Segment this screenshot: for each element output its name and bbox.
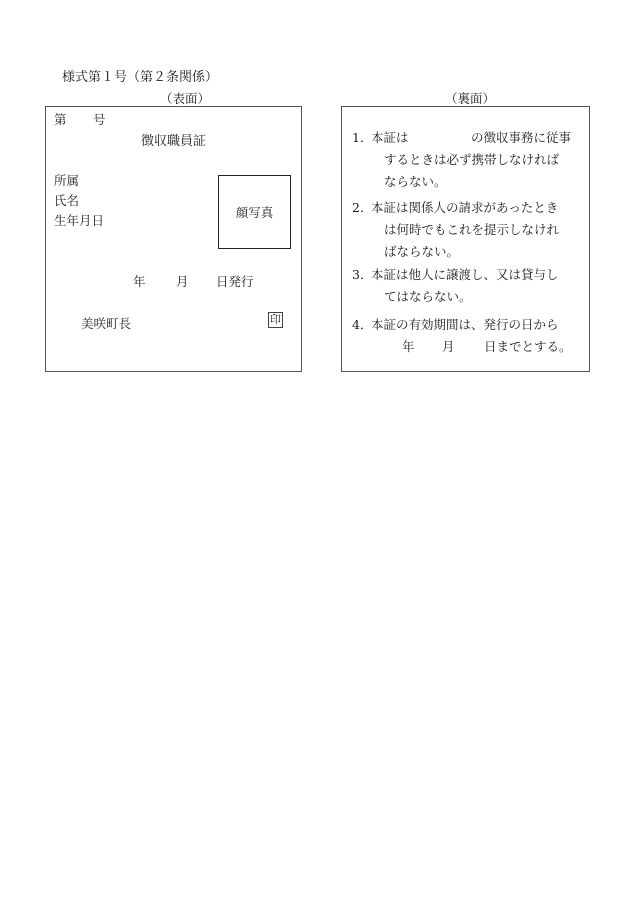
photo-label: 顔写真 xyxy=(235,205,274,220)
note-3-number: 3． xyxy=(352,267,373,282)
card-number-suffix: 号 xyxy=(93,112,106,127)
back-side-label: （裏面） xyxy=(445,91,496,106)
note-2 xyxy=(352,197,559,263)
expiry-month: 月 xyxy=(442,339,455,354)
seal-mark: 印 xyxy=(270,313,281,326)
expiry-day: 日までとする。 xyxy=(484,339,572,354)
photo-box xyxy=(218,175,291,249)
note-1 xyxy=(352,127,571,193)
front-side-label: （表面） xyxy=(160,91,211,106)
issue-year: 年 xyxy=(133,274,146,289)
issue-month: 月 xyxy=(176,274,189,289)
note-2-line-3: ばならない。 xyxy=(384,244,460,259)
note-2-line-2: は何時でもこれを提示しなけれ xyxy=(384,222,560,237)
birthdate-label: 生年月日 xyxy=(54,213,105,228)
expiry-year: 年 xyxy=(402,339,415,354)
note-3 xyxy=(352,264,559,308)
note-4-number: 4． xyxy=(352,317,373,332)
note-4 xyxy=(352,314,559,336)
note-3-line-1: 本証は他人に譲渡し、又は貸与し xyxy=(371,267,559,282)
note-4-line-1: 本証の有効期間は、発行の日から xyxy=(371,317,559,332)
name-label: 氏名 xyxy=(54,193,80,208)
card-title: 徴収職員証 xyxy=(141,134,207,149)
note-3-line-2: てはならない。 xyxy=(384,289,472,304)
issuer-name: 美咲町長 xyxy=(81,316,132,331)
card-number-prefix: 第 xyxy=(54,112,67,127)
note-2-number: 2． xyxy=(352,200,373,215)
affiliation-label: 所属 xyxy=(54,173,80,188)
issue-day: 日発行 xyxy=(216,274,254,289)
note-2-line-1: 本証は関係人の請求があったとき xyxy=(371,200,559,215)
note-1-line-2: するときは必ず携帯しなければ xyxy=(384,152,560,167)
note-1-line-3: ならない。 xyxy=(384,174,447,189)
note-1-line-1: 本証は の徴収事務に従事 xyxy=(371,130,572,145)
form-title: 様式第１号（第２条関係） xyxy=(62,70,219,85)
note-1-number: 1． xyxy=(352,130,373,145)
